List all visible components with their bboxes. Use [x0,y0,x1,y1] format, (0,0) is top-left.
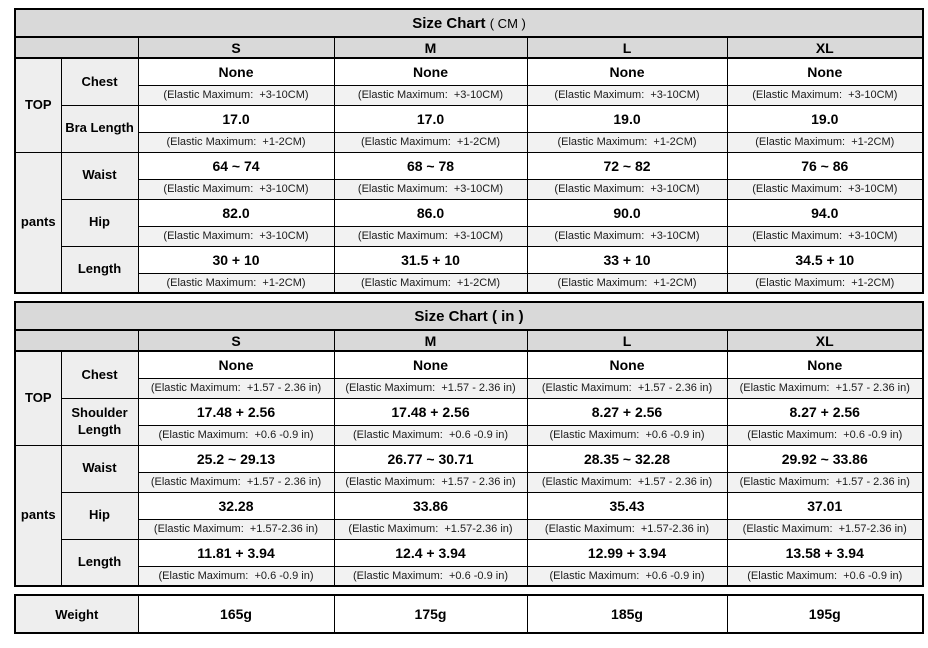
value-cell: 33 + 10 [527,246,727,273]
table-row [15,58,923,85]
weight-value-m: 175g [334,595,527,633]
table-row [15,351,923,378]
elastic-note-cell: (Elastic Maximum: +1-2CM) [138,273,334,293]
size-col-header-m: M [334,330,527,351]
row-label-waist: Waist [61,152,138,199]
elastic-note-cell: (Elastic Maximum: +1.57 - 2.36 in) [527,378,727,398]
value-cell: 17.48 + 2.56 [138,398,334,425]
table-row [15,398,923,425]
row-label-hip: Hip [61,492,138,539]
value-cell: 26.77 ~ 30.71 [334,445,527,472]
size-header-row [15,330,923,351]
value-cell: 8.27 + 2.56 [727,398,923,425]
note-row [15,378,923,398]
value-cell: 33.86 [334,492,527,519]
size-chart-in-title-row [15,302,923,330]
value-cell: 12.99 + 3.94 [527,539,727,566]
value-cell: 19.0 [527,105,727,132]
size-col-header-l: L [527,330,727,351]
elastic-note-cell: (Elastic Maximum: +1-2CM) [334,132,527,152]
table-row [15,152,923,179]
note-row [15,519,923,539]
elastic-note-cell: (Elastic Maximum: +3-10CM) [138,85,334,105]
value-cell: 37.01 [727,492,923,519]
elastic-note-cell: (Elastic Maximum: +1.57 - 2.36 in) [334,378,527,398]
group-label-top: TOP [15,351,61,445]
elastic-note-cell: (Elastic Maximum: +0.6 -0.9 in) [138,425,334,445]
elastic-note-cell: (Elastic Maximum: +1.57-2.36 in) [527,519,727,539]
row-label-hip: Hip [61,199,138,246]
elastic-note-cell: (Elastic Maximum: +1.57-2.36 in) [334,519,527,539]
weight-value-l: 185g [527,595,727,633]
elastic-note-cell: (Elastic Maximum: +1-2CM) [138,132,334,152]
value-cell: 17.0 [334,105,527,132]
corner-cell [15,37,138,58]
table-row [15,492,923,519]
row-label-chest: Chest [61,58,138,105]
value-cell: 30 + 10 [138,246,334,273]
note-row [15,425,923,445]
value-cell: 64 ~ 74 [138,152,334,179]
elastic-note-cell: (Elastic Maximum: +1.57 - 2.36 in) [527,472,727,492]
elastic-note-cell: (Elastic Maximum: +3-10CM) [527,179,727,199]
group-label-top: TOP [15,58,61,152]
elastic-note-cell: (Elastic Maximum: +3-10CM) [138,179,334,199]
weight-row [15,595,923,633]
elastic-note-cell: (Elastic Maximum: +3-10CM) [334,85,527,105]
elastic-note-cell: (Elastic Maximum: +1-2CM) [334,273,527,293]
weight-value-xl: 195g [727,595,923,633]
value-cell: 29.92 ~ 33.86 [727,445,923,472]
row-label-chest: Chest [61,351,138,398]
elastic-note-cell: (Elastic Maximum: +3-10CM) [334,179,527,199]
elastic-note-cell: (Elastic Maximum: +3-10CM) [527,85,727,105]
elastic-note-cell: (Elastic Maximum: +0.6 -0.9 in) [334,566,527,586]
row-label-waist: Waist [61,445,138,492]
elastic-note-cell: (Elastic Maximum: +1.57 - 2.36 in) [727,378,923,398]
table-row [15,445,923,472]
size-chart-cm-title-row [15,9,923,37]
title-text: Size Chart [412,14,486,32]
table-row [15,105,923,132]
size-col-header-xl: XL [727,330,923,351]
size-chart-cm-table [14,8,924,294]
row-label-length: Length [61,246,138,293]
value-cell: None [727,351,923,378]
elastic-note-cell: (Elastic Maximum: +1.57 - 2.36 in) [727,472,923,492]
elastic-note-cell: (Elastic Maximum: +0.6 -0.9 in) [527,425,727,445]
group-label-pants: pants [15,445,61,586]
elastic-note-cell: (Elastic Maximum: +3-10CM) [138,226,334,246]
value-cell: None [527,351,727,378]
elastic-note-cell: (Elastic Maximum: +3-10CM) [334,226,527,246]
size-chart-in-table [14,301,924,587]
value-cell: 11.81 + 3.94 [138,539,334,566]
note-row [15,566,923,586]
value-cell: 8.27 + 2.56 [527,398,727,425]
elastic-note-cell: (Elastic Maximum: +1-2CM) [527,273,727,293]
value-cell: None [334,58,527,85]
note-row [15,179,923,199]
elastic-note-cell: (Elastic Maximum: +1-2CM) [727,273,923,293]
elastic-note-cell: (Elastic Maximum: +3-10CM) [527,226,727,246]
value-cell: 32.28 [138,492,334,519]
title-unit: ( in ) [491,307,524,325]
elastic-note-cell: (Elastic Maximum: +0.6 -0.9 in) [527,566,727,586]
value-cell: 31.5 + 10 [334,246,527,273]
value-cell: 17.48 + 2.56 [334,398,527,425]
elastic-note-cell: (Elastic Maximum: +0.6 -0.9 in) [727,425,923,445]
weight-value-s: 165g [138,595,334,633]
title-unit: ( CM ) [489,15,526,31]
elastic-note-cell: (Elastic Maximum: +3-10CM) [727,85,923,105]
value-cell: 76 ~ 86 [727,152,923,179]
value-cell: 34.5 + 10 [727,246,923,273]
weight-table [14,594,924,634]
elastic-note-cell: (Elastic Maximum: +1.57-2.36 in) [138,519,334,539]
value-cell: 72 ~ 82 [527,152,727,179]
value-cell: 12.4 + 3.94 [334,539,527,566]
elastic-note-cell: (Elastic Maximum: +1.57 - 2.36 in) [138,378,334,398]
elastic-note-cell: (Elastic Maximum: +0.6 -0.9 in) [334,425,527,445]
elastic-note-cell: (Elastic Maximum: +0.6 -0.9 in) [138,566,334,586]
title-text: Size Chart [414,307,488,325]
group-label-pants: pants [15,152,61,293]
elastic-note-cell: (Elastic Maximum: +1.57 - 2.36 in) [334,472,527,492]
size-col-header-m: M [334,37,527,58]
row-label-bra-length: Bra Length [61,105,138,152]
elastic-note-cell: (Elastic Maximum: +1.57-2.36 in) [727,519,923,539]
size-col-header-s: S [138,37,334,58]
elastic-note-cell: (Elastic Maximum: +0.6 -0.9 in) [727,566,923,586]
value-cell: 35.43 [527,492,727,519]
size-col-header-xl: XL [727,37,923,58]
size-col-header-l: L [527,37,727,58]
note-row [15,226,923,246]
table-row [15,199,923,226]
value-cell: 94.0 [727,199,923,226]
size-chart-in-title [15,302,923,330]
table-row [15,539,923,566]
elastic-note-cell: (Elastic Maximum: +1.57 - 2.36 in) [138,472,334,492]
value-cell: 28.35 ~ 32.28 [527,445,727,472]
value-cell: 13.58 + 3.94 [727,539,923,566]
size-chart-cm-title [15,9,923,37]
value-cell: None [334,351,527,378]
row-label-shoulder-length: Shoulder Length [61,398,138,445]
value-cell: None [138,351,334,378]
note-row [15,472,923,492]
elastic-note-cell: (Elastic Maximum: +1-2CM) [527,132,727,152]
value-cell: 90.0 [527,199,727,226]
corner-cell [15,330,138,351]
table-row [15,246,923,273]
value-cell: 19.0 [727,105,923,132]
weight-label: Weight [15,595,138,633]
size-header-row [15,37,923,58]
value-cell: 86.0 [334,199,527,226]
note-row [15,85,923,105]
value-cell: 68 ~ 78 [334,152,527,179]
value-cell: None [727,58,923,85]
elastic-note-cell: (Elastic Maximum: +3-10CM) [727,179,923,199]
value-cell: 82.0 [138,199,334,226]
value-cell: None [527,58,727,85]
row-label-length: Length [61,539,138,586]
value-cell: 17.0 [138,105,334,132]
value-cell: 25.2 ~ 29.13 [138,445,334,472]
size-col-header-s: S [138,330,334,351]
elastic-note-cell: (Elastic Maximum: +1-2CM) [727,132,923,152]
note-row [15,273,923,293]
note-row [15,132,923,152]
value-cell: None [138,58,334,85]
elastic-note-cell: (Elastic Maximum: +3-10CM) [727,226,923,246]
